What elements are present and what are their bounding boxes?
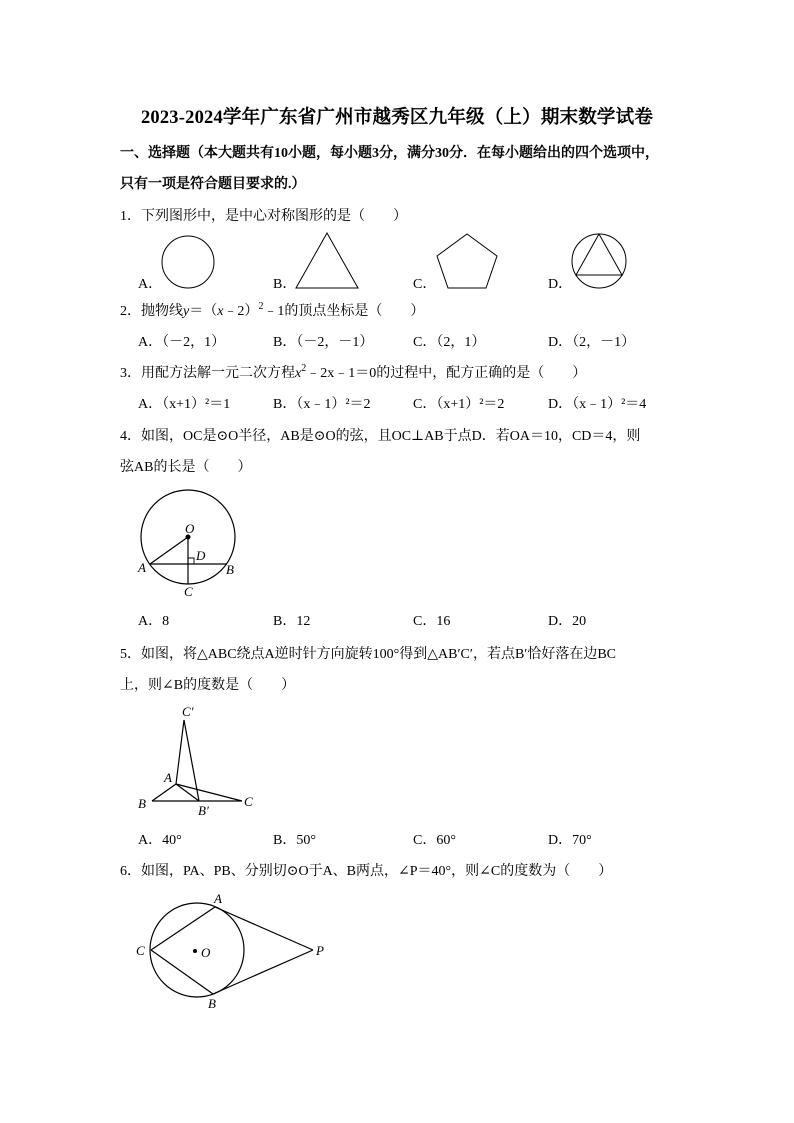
q3-option-c: C．（x+1）²＝2 [413, 397, 505, 412]
q5-option-b: B．50° [273, 833, 316, 848]
q3-stem: 3．用配方法解一元二次方程$x^2﹣2x﹣1=0$的过程中，配方正确的是（ ） [120, 363, 587, 381]
q1-option-a-label: A． [138, 277, 163, 292]
q4-circle-chord-figure [130, 485, 245, 600]
q4-stem-line1: 4．如图，OC是⊙O半径，AB是⊙O的弦，且OC⊥AB于点D．若OA＝10，CD＝4，则 [120, 429, 641, 444]
q5-stem-line1: 5．如图，将△ABC绕点A逆时针方向旋转100°得到△AB′C′，若点B′恰好落在边BC [120, 647, 617, 662]
q4-label-d: D [196, 548, 206, 563]
q4-option-b: B．12 [273, 614, 311, 629]
q4-label-c: C [184, 584, 193, 599]
q5-label-a: A [164, 770, 172, 785]
q6-label-a: A [214, 891, 222, 906]
section-heading-line1: 一、选择题（本大题共有10小题，每小题3分，满分30分．在每小题给出的四个选项中， [120, 146, 659, 161]
q1-circle-figure [158, 233, 218, 293]
q6-label-b: B [208, 996, 216, 1011]
q2-option-c: C．（2，1） [413, 335, 486, 350]
q4-label-a: A [138, 560, 146, 575]
q4-option-c: C．16 [413, 614, 451, 629]
q1-stem: 1．下列图形中，是中心对称图形的是（ ） [120, 209, 407, 224]
q2-option-d: D．（2，－1） [548, 335, 636, 350]
q2-option-a: A．（－2，1） [138, 335, 226, 350]
q5-option-c: C．60° [413, 833, 456, 848]
q1-triangle-figure [292, 230, 362, 292]
q5-stem-line2: 上，则∠B的度数是（ ） [120, 678, 296, 693]
q2-option-b: B．（－2，－1） [273, 335, 374, 350]
q3-option-a: A．（x+1）²＝1 [138, 397, 231, 412]
page-title: 2023-2024学年广东省广州市越秀区九年级（上）期末数学试卷 [140, 108, 654, 128]
section-heading-line2: 只有一项是符合题目要求的.） [120, 177, 306, 192]
q4-option-a: A．8 [138, 614, 170, 629]
q5-option-d: D．70° [548, 833, 592, 848]
q6-stem: 6．如图，PA、PB、分别切⊙O于A、B两点，∠P＝40°，则∠C的度数为（ ） [120, 864, 613, 879]
q4-option-d: D．20 [548, 614, 587, 629]
q1-pentagon-figure [432, 230, 502, 292]
q1-circle-triangle-figure [568, 232, 630, 292]
q4-label-o: O [185, 521, 195, 536]
q6-label-o: O [201, 945, 211, 960]
q4-stem-line2: 弦AB的长是（ ） [120, 460, 252, 475]
q3-option-b: B．（x﹣1）²＝2 [273, 397, 371, 412]
q6-label-p: P [316, 943, 324, 958]
q6-tangent-figure [130, 888, 340, 1013]
q6-label-c: C [136, 943, 145, 958]
q5-rotation-figure [132, 700, 262, 822]
q1-option-b-label: B． [273, 277, 297, 292]
q5-option-a: A．40° [138, 833, 182, 848]
q5-label-c: C [244, 794, 253, 809]
q3-option-d: D．（x﹣1）²＝4 [548, 397, 647, 412]
q4-label-b: B [226, 562, 234, 577]
q5-label-c-prime: C′ [182, 704, 194, 719]
q1-option-c-label: C． [413, 277, 437, 292]
q5-label-b: B [138, 796, 146, 811]
q5-label-b-prime: B′ [198, 803, 209, 818]
q1-option-d-label: D． [548, 277, 573, 292]
q2-stem: 2．抛物线y＝（x﹣2）$^2$﹣1的顶点坐标是（ ） [120, 301, 425, 319]
